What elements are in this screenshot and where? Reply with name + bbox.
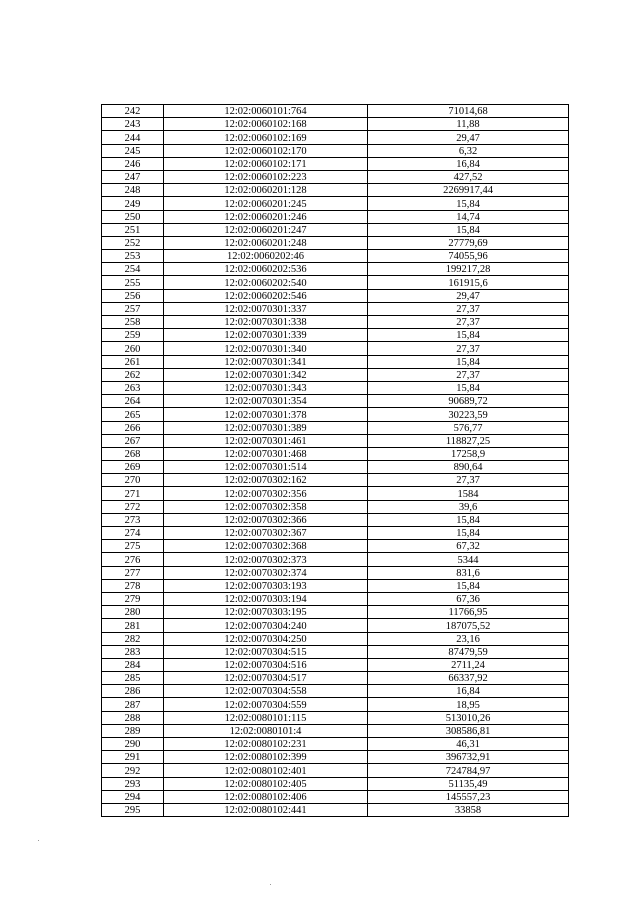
value-cell: 396732,91: [368, 751, 569, 764]
row-number-cell: 275: [102, 540, 164, 553]
table-row: [102, 170, 569, 183]
row-number-cell: 295: [102, 803, 164, 816]
table-body: [102, 105, 569, 817]
cadastral-number-cell: 12:02:0060102:171: [164, 157, 368, 170]
row-number-cell: 248: [102, 184, 164, 197]
value-cell: 724784,97: [368, 764, 569, 777]
cadastral-number-cell: 12:02:0080102:405: [164, 777, 368, 790]
cadastral-number-cell: 12:02:0070304:240: [164, 619, 368, 632]
row-number-cell: 283: [102, 645, 164, 658]
cadastral-number-cell: 12:02:0070301:461: [164, 434, 368, 447]
cadastral-number-cell: 12:02:0060101:764: [164, 105, 368, 118]
table-row: [102, 513, 569, 526]
row-number-cell: 292: [102, 764, 164, 777]
value-cell: 17258,9: [368, 447, 569, 460]
cadastral-number-cell: 12:02:0070301:514: [164, 461, 368, 474]
cadastral-number-cell: 12:02:0060102:170: [164, 144, 368, 157]
table-row: [102, 619, 569, 632]
table-row: [102, 645, 569, 658]
table-row: [102, 527, 569, 540]
table-row: [102, 210, 569, 223]
table-row: [102, 777, 569, 790]
row-number-cell: 250: [102, 210, 164, 223]
table-row: [102, 751, 569, 764]
value-cell: 71014,68: [368, 105, 569, 118]
value-cell: 308586,81: [368, 724, 569, 737]
row-number-cell: 255: [102, 276, 164, 289]
table-row: [102, 131, 569, 144]
value-cell: 1584: [368, 487, 569, 500]
table-row: [102, 157, 569, 170]
table-row: [102, 474, 569, 487]
cadastral-number-cell: 12:02:0070302:366: [164, 513, 368, 526]
cadastral-number-cell: 12:02:0080102:399: [164, 751, 368, 764]
row-number-cell: 277: [102, 566, 164, 579]
cadastral-number-cell: 12:02:0070304:558: [164, 685, 368, 698]
value-cell: 15,84: [368, 381, 569, 394]
cadastral-number-cell: 12:02:0060201:247: [164, 223, 368, 236]
cadastral-number-cell: 12:02:0060202:546: [164, 289, 368, 302]
table-row: [102, 276, 569, 289]
cadastral-number-cell: 12:02:0070303:195: [164, 606, 368, 619]
row-number-cell: 276: [102, 553, 164, 566]
row-number-cell: 293: [102, 777, 164, 790]
cadastral-number-cell: 12:02:0070301:338: [164, 316, 368, 329]
cadastral-number-cell: 12:02:0070303:194: [164, 592, 368, 605]
value-cell: 18,95: [368, 698, 569, 711]
row-number-cell: 290: [102, 738, 164, 751]
value-cell: 15,84: [368, 579, 569, 592]
row-number-cell: 265: [102, 408, 164, 421]
table-row: [102, 302, 569, 315]
value-cell: 27,37: [368, 342, 569, 355]
value-cell: 118827,25: [368, 434, 569, 447]
cadastral-number-cell: 12:02:0060102:168: [164, 118, 368, 131]
cadastral-number-cell: 12:02:0070304:517: [164, 672, 368, 685]
cadastral-number-cell: 12:02:0060201:248: [164, 236, 368, 249]
cadastral-number-cell: 12:02:0070304:250: [164, 632, 368, 645]
value-cell: 187075,52: [368, 619, 569, 632]
value-cell: 27779,69: [368, 236, 569, 249]
value-cell: 30223,59: [368, 408, 569, 421]
cadastral-number-cell: 12:02:0080101:4: [164, 724, 368, 737]
row-number-cell: 279: [102, 592, 164, 605]
row-number-cell: 254: [102, 263, 164, 276]
row-number-cell: 287: [102, 698, 164, 711]
table-row: [102, 579, 569, 592]
table-row: [102, 461, 569, 474]
cadastral-number-cell: 12:02:0070301:342: [164, 368, 368, 381]
scan-speck: [270, 884, 271, 885]
value-cell: 27,37: [368, 474, 569, 487]
table-row: [102, 289, 569, 302]
cadastral-number-cell: 12:02:0070301:389: [164, 421, 368, 434]
row-number-cell: 266: [102, 421, 164, 434]
row-number-cell: 246: [102, 157, 164, 170]
value-cell: 576,77: [368, 421, 569, 434]
value-cell: 831,6: [368, 566, 569, 579]
cadastral-number-cell: 12:02:0070302:368: [164, 540, 368, 553]
cadastral-number-cell: 12:02:0070301:341: [164, 355, 368, 368]
table-row: [102, 764, 569, 777]
table-row: [102, 316, 569, 329]
value-cell: 890,64: [368, 461, 569, 474]
table-row: [102, 487, 569, 500]
table-row: [102, 658, 569, 671]
row-number-cell: 274: [102, 527, 164, 540]
row-number-cell: 252: [102, 236, 164, 249]
table-row: [102, 381, 569, 394]
table-row: [102, 395, 569, 408]
table-row: [102, 421, 569, 434]
value-cell: 16,84: [368, 685, 569, 698]
cadastral-number-cell: 12:02:0060202:46: [164, 250, 368, 263]
value-cell: 67,36: [368, 592, 569, 605]
scan-speck: [38, 840, 39, 841]
table-row: [102, 184, 569, 197]
row-number-cell: 245: [102, 144, 164, 157]
row-number-cell: 244: [102, 131, 164, 144]
value-cell: 74055,96: [368, 250, 569, 263]
cadastral-number-cell: 12:02:0060202:540: [164, 276, 368, 289]
cadastral-number-cell: 12:02:0060201:246: [164, 210, 368, 223]
row-number-cell: 263: [102, 381, 164, 394]
table-row: [102, 685, 569, 698]
cadastral-number-cell: 12:02:0060102:223: [164, 170, 368, 183]
row-number-cell: 256: [102, 289, 164, 302]
value-cell: 90689,72: [368, 395, 569, 408]
row-number-cell: 257: [102, 302, 164, 315]
cadastral-number-cell: 12:02:0080102:401: [164, 764, 368, 777]
cadastral-number-cell: 12:02:0070301:339: [164, 329, 368, 342]
value-cell: 27,37: [368, 302, 569, 315]
cadastral-number-cell: 12:02:0080102:441: [164, 803, 368, 816]
value-cell: 199217,28: [368, 263, 569, 276]
row-number-cell: 294: [102, 790, 164, 803]
cadastral-number-cell: 12:02:0080101:115: [164, 711, 368, 724]
table-row: [102, 144, 569, 157]
row-number-cell: 288: [102, 711, 164, 724]
table-row: [102, 738, 569, 751]
table-row: [102, 329, 569, 342]
table-row: [102, 263, 569, 276]
cadastral-number-cell: 12:02:0080102:406: [164, 790, 368, 803]
table-row: [102, 368, 569, 381]
cadastral-number-cell: 12:02:0070302:373: [164, 553, 368, 566]
row-number-cell: 285: [102, 672, 164, 685]
cadastral-number-cell: 12:02:0070304:559: [164, 698, 368, 711]
table-row: [102, 236, 569, 249]
cadastral-number-cell: 12:02:0080102:231: [164, 738, 368, 751]
row-number-cell: 273: [102, 513, 164, 526]
cadastral-number-cell: 12:02:0070301:468: [164, 447, 368, 460]
row-number-cell: 282: [102, 632, 164, 645]
value-cell: 66337,92: [368, 672, 569, 685]
table-row: [102, 118, 569, 131]
table-row: [102, 711, 569, 724]
cadastral-number-cell: 12:02:0070301:337: [164, 302, 368, 315]
value-cell: 161915,6: [368, 276, 569, 289]
row-number-cell: 253: [102, 250, 164, 263]
table-row: [102, 724, 569, 737]
row-number-cell: 291: [102, 751, 164, 764]
value-cell: 427,52: [368, 170, 569, 183]
row-number-cell: 268: [102, 447, 164, 460]
value-cell: 16,84: [368, 157, 569, 170]
table-row: [102, 672, 569, 685]
value-cell: 15,84: [368, 223, 569, 236]
value-cell: 29,47: [368, 289, 569, 302]
value-cell: 15,84: [368, 513, 569, 526]
table-row: [102, 553, 569, 566]
value-cell: 46,31: [368, 738, 569, 751]
row-number-cell: 278: [102, 579, 164, 592]
value-cell: 513010,26: [368, 711, 569, 724]
row-number-cell: 243: [102, 118, 164, 131]
table-row: [102, 223, 569, 236]
value-cell: 51135,49: [368, 777, 569, 790]
row-number-cell: 269: [102, 461, 164, 474]
cadastral-number-cell: 12:02:0070302:367: [164, 527, 368, 540]
table-row: [102, 606, 569, 619]
row-number-cell: 271: [102, 487, 164, 500]
table-row: [102, 250, 569, 263]
value-cell: 33858: [368, 803, 569, 816]
table-row: [102, 447, 569, 460]
table-row: [102, 790, 569, 803]
data-table: [101, 104, 569, 817]
table-row: [102, 408, 569, 421]
cadastral-number-cell: 12:02:0070301:354: [164, 395, 368, 408]
value-cell: 15,84: [368, 329, 569, 342]
value-cell: 27,37: [368, 368, 569, 381]
value-cell: 27,37: [368, 316, 569, 329]
table-row: [102, 342, 569, 355]
table-row: [102, 592, 569, 605]
row-number-cell: 281: [102, 619, 164, 632]
cadastral-number-cell: 12:02:0070304:515: [164, 645, 368, 658]
value-cell: 15,84: [368, 527, 569, 540]
table-row: [102, 540, 569, 553]
row-number-cell: 251: [102, 223, 164, 236]
table-row: [102, 566, 569, 579]
table-row: [102, 434, 569, 447]
row-number-cell: 258: [102, 316, 164, 329]
row-number-cell: 264: [102, 395, 164, 408]
cadastral-number-cell: 12:02:0060201:128: [164, 184, 368, 197]
table-row: [102, 355, 569, 368]
row-number-cell: 286: [102, 685, 164, 698]
value-cell: 6,32: [368, 144, 569, 157]
row-number-cell: 289: [102, 724, 164, 737]
row-number-cell: 261: [102, 355, 164, 368]
row-number-cell: 280: [102, 606, 164, 619]
value-cell: 11766,95: [368, 606, 569, 619]
row-number-cell: 249: [102, 197, 164, 210]
row-number-cell: 272: [102, 500, 164, 513]
value-cell: 87479,59: [368, 645, 569, 658]
value-cell: 2269917,44: [368, 184, 569, 197]
value-cell: 23,16: [368, 632, 569, 645]
row-number-cell: 260: [102, 342, 164, 355]
value-cell: 14,74: [368, 210, 569, 223]
row-number-cell: 284: [102, 658, 164, 671]
value-cell: 5344: [368, 553, 569, 566]
table-row: [102, 197, 569, 210]
cadastral-number-cell: 12:02:0070303:193: [164, 579, 368, 592]
value-cell: 39,6: [368, 500, 569, 513]
table-row: [102, 803, 569, 816]
row-number-cell: 262: [102, 368, 164, 381]
row-number-cell: 267: [102, 434, 164, 447]
row-number-cell: 242: [102, 105, 164, 118]
table-row: [102, 698, 569, 711]
cadastral-number-cell: 12:02:0070304:516: [164, 658, 368, 671]
cadastral-number-cell: 12:02:0070302:356: [164, 487, 368, 500]
value-cell: 15,84: [368, 355, 569, 368]
cadastral-number-cell: 12:02:0070301:340: [164, 342, 368, 355]
table-row: [102, 632, 569, 645]
value-cell: 11,88: [368, 118, 569, 131]
cadastral-number-cell: 12:02:0060201:245: [164, 197, 368, 210]
cadastral-number-cell: 12:02:0060102:169: [164, 131, 368, 144]
value-cell: 15,84: [368, 197, 569, 210]
table-row: [102, 105, 569, 118]
table-row: [102, 500, 569, 513]
cadastral-number-cell: 12:02:0060202:536: [164, 263, 368, 276]
cadastral-number-cell: 12:02:0070302:162: [164, 474, 368, 487]
value-cell: 29,47: [368, 131, 569, 144]
cadastral-number-cell: 12:02:0070302:374: [164, 566, 368, 579]
cadastral-number-cell: 12:02:0070302:358: [164, 500, 368, 513]
row-number-cell: 259: [102, 329, 164, 342]
cadastral-number-cell: 12:02:0070301:343: [164, 381, 368, 394]
cadastral-number-cell: 12:02:0070301:378: [164, 408, 368, 421]
value-cell: 2711,24: [368, 658, 569, 671]
row-number-cell: 270: [102, 474, 164, 487]
value-cell: 67,32: [368, 540, 569, 553]
row-number-cell: 247: [102, 170, 164, 183]
value-cell: 145557,23: [368, 790, 569, 803]
